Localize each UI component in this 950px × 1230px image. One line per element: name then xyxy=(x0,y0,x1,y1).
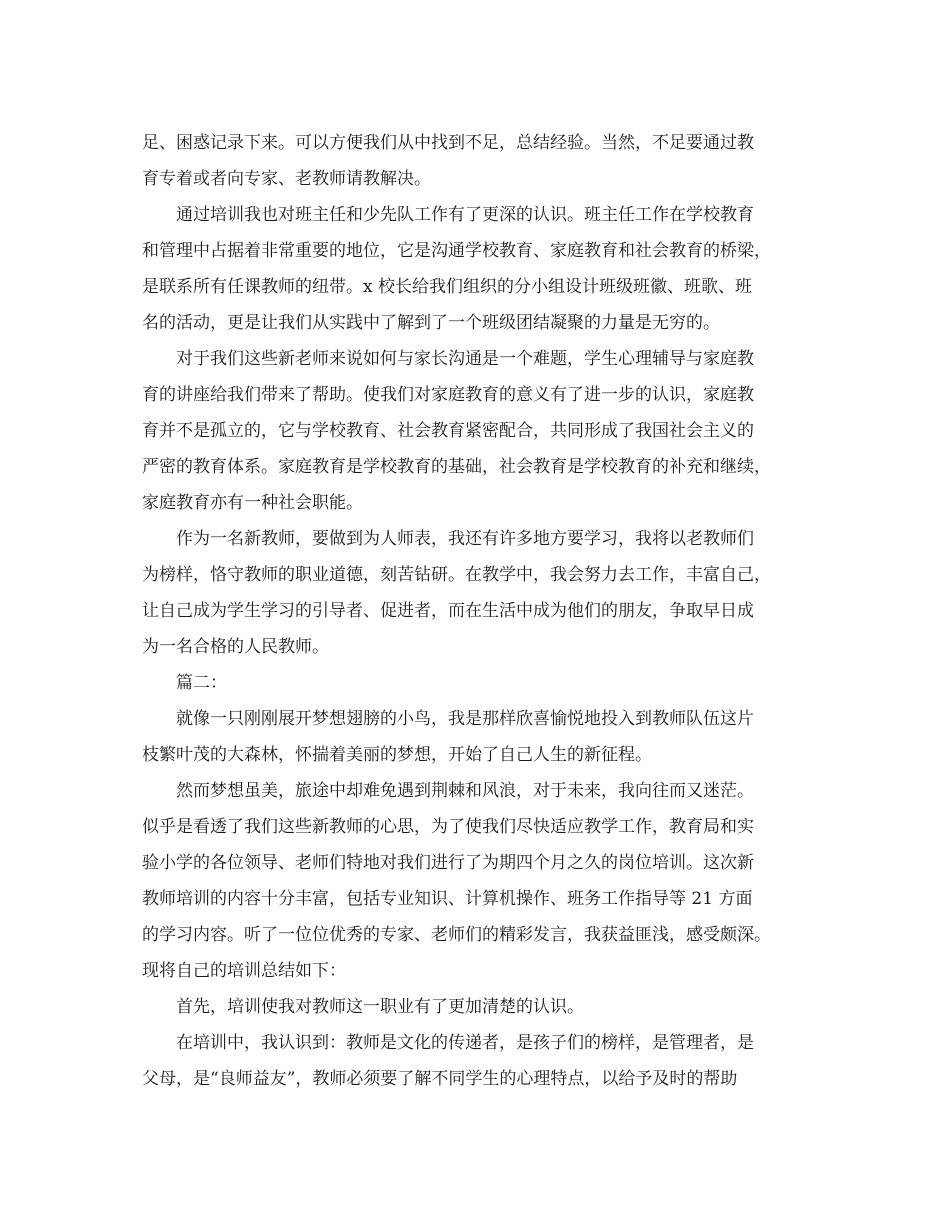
text-line: 然而梦想虽美，旅途中却难免遇到荆棘和风浪，对于未来，我向往而又迷茫。 xyxy=(176,781,754,801)
text-line: 对于我们这些新老师来说如何与家长沟通是一个难题，学生心理辅导与家庭教 xyxy=(176,349,754,369)
text-line: 枝繁叶茂的大森林，怀揣着美丽的梦想，开始了自己人生的新征程。 xyxy=(142,745,652,765)
text-line: 足、困惑记录下来。可以方便我们从中找到不足，总结经验。当然，不足要通过教 xyxy=(142,133,754,153)
text-line: 为一名合格的人民教师。 xyxy=(142,637,329,657)
text-line: 的学习内容。听了一位位优秀的专家、老师们的精彩发言，我获益匪浅，感受颇深。 xyxy=(142,925,771,945)
text-line: 让自己成为学生学习的引导者、促进者，而在生活中成为他们的朋友，争取早日成 xyxy=(142,601,754,621)
text-line: 篇二： xyxy=(176,673,227,693)
text-line: 就像一只刚刚展开梦想翅膀的小鸟，我是那样欣喜愉悦地投入到教师队伍这片 xyxy=(176,709,754,729)
text-line: 是联系所有任课教师的纽带。x 校长给我们组织的分小组设计班级班徽、班歌、班 xyxy=(142,277,752,297)
text-line: 和管理中占据着非常重要的地位，它是沟通学校教育、家庭教育和社会教育的桥梁， xyxy=(142,241,771,261)
text-line: 为榜样，恪守教师的职业道德，刻苦钻研。在教学中，我会努力去工作，丰富自己， xyxy=(142,565,771,585)
text-line: 名的活动，更是让我们从实践中了解到了一个班级团结凝聚的力量是无穷的。 xyxy=(142,313,720,333)
text-line: 在培训中，我认识到：教师是文化的传递者，是孩子们的榜样，是管理者，是 xyxy=(176,1033,754,1053)
text-line: 严密的教育体系。家庭教育是学校教育的基础，社会教育是学校教育的补充和继续， xyxy=(142,457,771,477)
text-line: 似乎是看透了我们这些新教师的心思，为了使我们尽快适应教学工作，教育局和实 xyxy=(142,817,754,837)
text-line: 通过培训我也对班主任和少先队工作有了更深的认识。班主任工作在学校教育 xyxy=(176,205,754,225)
text-line: 作为一名新教师，要做到为人师表，我还有许多地方要学习，我将以老教师们 xyxy=(176,529,754,549)
text-line: 现将自己的培训总结如下： xyxy=(142,961,346,981)
document-body xyxy=(142,125,812,1097)
text-line: 育专着或者向专家、老教师请教解决。 xyxy=(142,169,431,189)
text-line: 验小学的各位领导、老师们特地对我们进行了为期四个月之久的岗位培训。这次新 xyxy=(142,853,754,873)
text-line: 育的讲座给我们带来了帮助。使我们对家庭教育的意义有了进一步的认识，家庭教 xyxy=(142,385,754,405)
text-line: 家庭教育亦有一种社会职能。 xyxy=(142,493,363,513)
text-line: 父母，是“良师益友”，教师必须要了解不同学生的心理特点，以给予及时的帮助 xyxy=(142,1069,738,1089)
text-line: 教师培训的内容十分丰富，包括专业知识、计算机操作、班务工作指导等 21 方面 xyxy=(142,889,753,909)
text-line: 首先，培训使我对教师这一职业有了更加清楚的认识。 xyxy=(176,997,584,1017)
text-line: 育并不是孤立的，它与学校教育、社会教育紧密配合，共同形成了我国社会主义的 xyxy=(142,421,754,441)
